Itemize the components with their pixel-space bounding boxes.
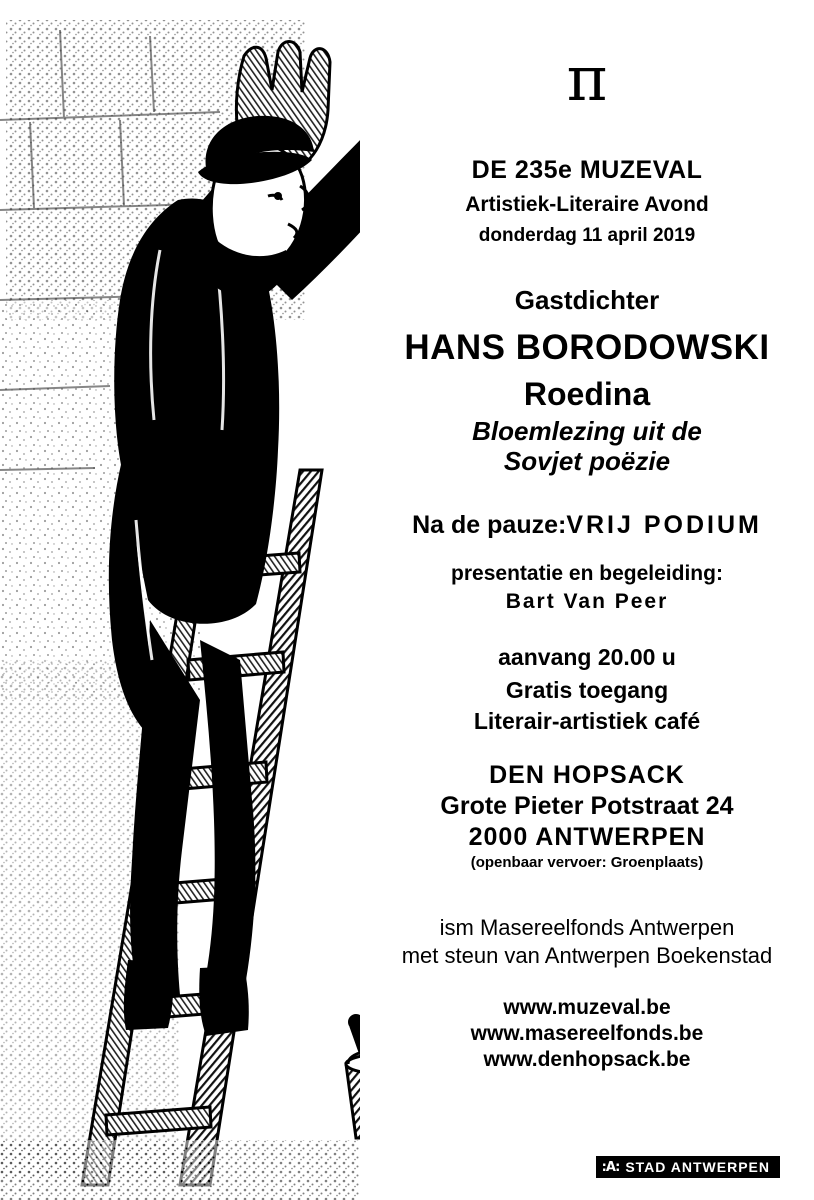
after-break-label: Na de pauze: xyxy=(412,510,567,539)
venue-name: DEN HOPSACK xyxy=(489,760,685,789)
after-break-line xyxy=(366,511,808,540)
venue-city: 2000 ANTWERPEN xyxy=(468,822,706,851)
partner-line-2: met steun van Antwerpen Boekenstad xyxy=(401,942,773,968)
website-list xyxy=(366,995,808,1074)
event-subtitle: Artistiek-Literaire Avond xyxy=(465,193,709,216)
partner-line-1: ism Masereelfonds Antwerpen xyxy=(439,914,735,940)
antwerp-hand-mark-icon: :A: xyxy=(601,1159,620,1175)
website-link-denhopsack[interactable]: www.denhopsack.be xyxy=(483,1048,691,1072)
city-logo-text: STAD ANTWERPEN xyxy=(625,1159,770,1175)
pi-symbol: π xyxy=(566,42,608,115)
poster-text-column xyxy=(360,0,814,1200)
city-of-antwerp-logo xyxy=(596,1156,780,1178)
venue-street: Grote Pieter Potstraat 24 xyxy=(440,791,734,820)
presentation-label: presentatie en begeleiding: xyxy=(451,561,723,585)
entry-info: Gratis toegang xyxy=(505,676,669,703)
guest-poet-label: Gastdichter xyxy=(514,285,660,315)
transport-note: (openbaar vervoer: Groenplaats) xyxy=(470,853,704,871)
venue-type: Literair-artistiek café xyxy=(473,707,701,734)
event-title: DE 235e MUZEVAL xyxy=(471,156,703,184)
guest-poet-name: HANS BORODOWSKI xyxy=(404,328,770,367)
after-break-value: VRIJ PODIUM xyxy=(566,510,762,539)
work-subtitle-line-2: Sovjet poëzie xyxy=(503,445,671,476)
work-subtitle-line-1: Bloemlezing uit de xyxy=(472,416,702,446)
website-link-masereelfonds[interactable]: www.masereelfonds.be xyxy=(470,1022,704,1046)
event-date: donderdag 11 april 2019 xyxy=(478,225,696,246)
start-time: aanvang 20.00 u xyxy=(498,643,676,670)
illustration-man-on-ladder xyxy=(0,0,360,1200)
work-title: Roedina xyxy=(523,376,651,412)
website-link-muzeval[interactable]: www.muzeval.be xyxy=(503,995,671,1019)
presenter-name: Bart Van Peer xyxy=(505,589,669,613)
